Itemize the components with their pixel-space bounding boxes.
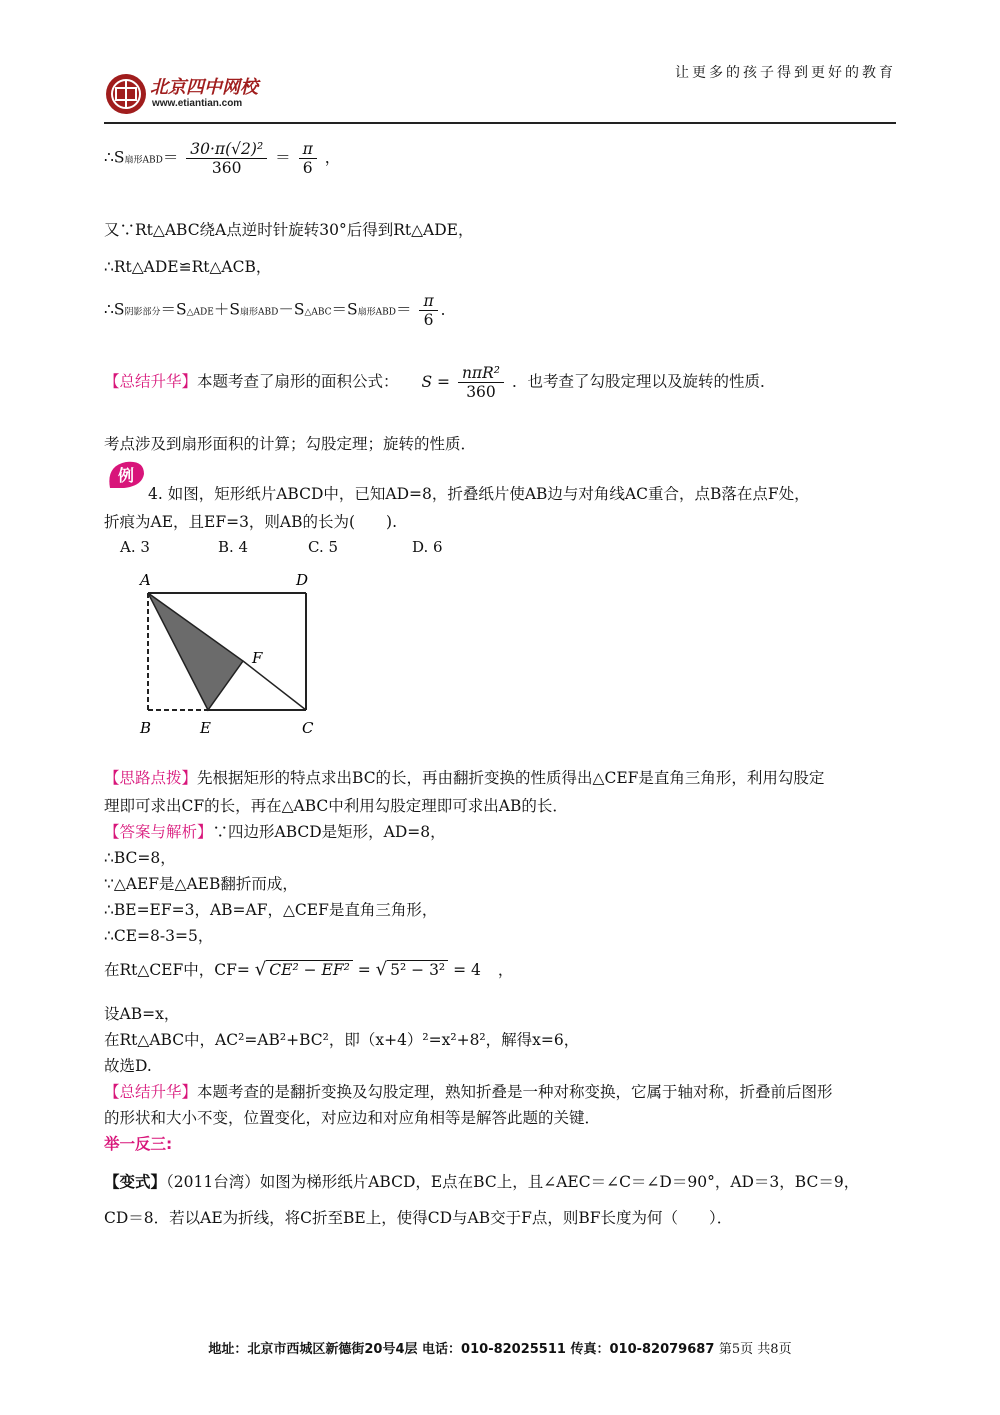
answer-line: 故选D. [104, 1057, 152, 1075]
svg-text:例: 例 [118, 466, 135, 485]
answer-line: ∵△AEF是△AEB翻折而成， [104, 875, 298, 893]
text-line: 考点涉及到扇形面积的计算；勾股定理；旋转的性质． [104, 435, 477, 453]
logo-name: 北京四中网校 [150, 77, 258, 98]
option-a: A. 3 [120, 538, 150, 556]
label-c: C [302, 719, 314, 737]
summary-2-line1: 【总结升华】本题考查的是翻折变换及勾股定理，熟知折叠是一种对称变换，它属于轴对称，折叠前后图形 [104, 1083, 833, 1101]
header-divider [104, 122, 896, 124]
label-b: B [140, 719, 152, 737]
text-line: 又∵Rt△ABC绕A点逆时针旋转30°后得到Rt△ADE， [104, 221, 474, 239]
practice-heading: 举一反三: [104, 1135, 173, 1153]
text-line: ∴Rt△ADE≌Rt△ACB， [104, 258, 272, 276]
variant-line2: CD＝8．若以AE为折线，将C折至BE上，使得CD与AB交于F点，则BF长度为何（ ）． [104, 1209, 733, 1227]
variant-line1: 【变式】（2011台湾）如图为梯形纸片ABCD，E点在BC上，且∠AEC＝∠C＝∠D＝90°，AD＝3，BC＝9， [104, 1172, 860, 1191]
hint-line2: 理即可求出CF的长，再在△ABC中利用勾股定理即可求出AB的长． [104, 797, 568, 815]
header-slogan: 让更多的孩子得到更好的教育 [675, 65, 896, 81]
answer-line: ∴BE=EF=3，AB=AF，△CEF是直角三角形， [104, 901, 438, 919]
answer-line: ∴BC=8， [104, 849, 176, 867]
eq-sector-area: ∴S扇形ABD＝ $\frac{\text{30·π(√2)²}}{360}$ ＝ $\frac{\pi}{6}$ ， [104, 140, 341, 177]
eq-shaded-area: ∴S阴影部分＝S△ADE＋S扇形ABD－S△ABC＝S扇形ABD＝ $\frac{\pi}{6}$ ． [104, 292, 457, 329]
logo-url: www.etiantian.com [152, 98, 243, 109]
question-4-line2: 折痕为AE，且EF=3，则AB的长为( ). [104, 513, 398, 531]
summary-2-line2: 的形状和大小不变，位置变化，对应边和对应角相等是解答此题的关键． [104, 1109, 601, 1127]
question-4-line1: 4. 如图，矩形纸片ABCD中，已知AD=8，折叠纸片使AB边与对角线AC重合，点B落在点F处， [148, 485, 810, 503]
rectangle-fold-figure [130, 565, 330, 740]
summary-tag: 【总结升华】 [104, 372, 198, 391]
example-badge-icon [104, 458, 148, 494]
answer-head: 【答案与解析】∵四边形ABCD是矩形，AD=8， [104, 823, 446, 841]
label-a: A [140, 571, 151, 589]
label-e: E [200, 719, 211, 737]
shaded-triangle-aef [148, 593, 243, 710]
footer [0, 1338, 1000, 1357]
answer-line: 设AB=x， [104, 1005, 180, 1023]
option-b: B. 4 [218, 538, 249, 556]
option-d: D. 6 [412, 538, 443, 556]
page-number: 第5页 共8页 [718, 1342, 792, 1357]
answer-line: ∴CE=8-3=5， [104, 927, 214, 945]
hint-line1: 【思路点拨】先根据矩形的特点求出BC的长，再由翻折变换的性质得出△CEF是直角三角形，利用勾股定 [104, 769, 825, 787]
label-d: D [296, 571, 309, 589]
footer-address: 地址：北京市西城区新德街20号4层 电话：010-82025511 传真：010-82079687 [208, 1342, 715, 1357]
summary-1: 【总结升华】本题考查了扇形的面积公式： S = $\frac{\text{nπR²}}{360}$ ．也考查了勾股定理以及旋转的性质． [104, 364, 776, 401]
answer-cf-line: 在Rt△CEF中，CF= √ CE² − EF² = √ 5² − 3² = 4 ， [104, 959, 514, 980]
option-c: C. 5 [308, 538, 339, 556]
school-logo-icon [104, 72, 148, 116]
label-f: F [252, 649, 263, 667]
answer-line: 在Rt△ABC中，AC²=AB²+BC²，即（x+4）²=x²+8²，解得x=6， [104, 1031, 580, 1049]
diagonal-fc [243, 661, 306, 710]
